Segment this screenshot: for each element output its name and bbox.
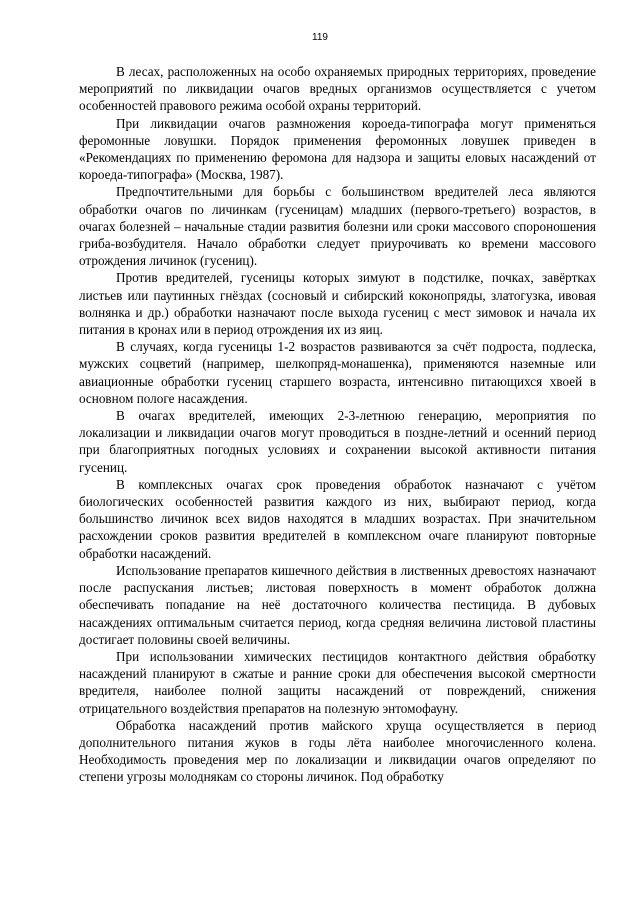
paragraph-preferred-treatments: Предпочтительными для борьбы с большинством вредителей леса являются обработки очагов по личинкам (гусеницам) младших (первого-третьего) возрастов, в очагах болезней – начальные стадии развития болезни или сроки массового спороношения гриба-возбудителя. Начало обработки следует приурочивать ко времени массового отрождения личинок (гусениц). <box>79 184 596 269</box>
paragraph-protected-territories: В лесах, расположенных на особо охраняемых природных территориях, проведение мероприятий по ликвидации очагов вредных организмов осуществляется с учетом особенностей правового режима особой охраны территорий. <box>79 64 596 114</box>
paragraph-may-beetle: Обработка насаждений против майского хруща осуществляется в период дополнительного питания жуков в годы лёта наиболее многочисленного колена. Необходимость проведения мер по локализации и ликвидации очагов определяют по степени угрозы молоднякам со стороны личинок. Под обработку <box>79 717 596 785</box>
paragraph-pheromone-traps: При ликвидации очагов размножения короеда-типографа могут применяться феромонные ловушки. Порядок применения феромонных ловушек приведен в «Рекомендациях по применению феромона для надзора и защиты еловых насаждений от короеда-типографа» (Москва, 1987). <box>79 115 596 183</box>
paragraph-complex-outbreaks: В комплексных очагах срок проведения обработок назначают с учётом биологических особенностей развития каждого из них, выбирают период, когда большинство личинок всех видов находятся в младших возрастах. При значительном расхождении сроков развития вредителей в комплексном очаге планируют повторные обработки насаждений. <box>79 476 596 561</box>
paragraph-multi-year-generation: В очагах вредителей, имеющих 2-3-летнюю генерацию, мероприятия по локализации и ликвидации очагов могут проводиться в поздне-летний и осенний период при благоприятных погодных условиях и сохранении высокой активности питания гусениц. <box>79 408 596 475</box>
paragraph-young-caterpillars: В случаях, когда гусеницы 1-2 возрастов развиваются за счёт подроста, подлеска, мужских соцветий (например, шелкопряд-монашенка), применяются наземные или авиационные обработки гусениц старшего возраста, интенсивно питающихся хвоей в основном пологе насаждения. <box>79 339 596 406</box>
paragraph-overwintering-pests: Против вредителей, гусеницы которых зимуют в подстилке, почках, завёртках листьев или паутинных гнёздах (сосновый и сибирский коконопряды, златогузка, ивовая волнянка и др.) обработки назначают после выхода гусениц с мест зимовок и начала их питания в кронах или в период отрождения их из яиц. <box>79 270 596 338</box>
paragraph-intestinal-preparations: Использование препаратов кишечного действия в лиственных древостоях назначают после распускания листьев; листовая поверхность в момент обработок должна обеспечивать попадание на неё достаточного количества пестицида. В дубовых насаждениях оптимальным считается период, когда средняя величина листовой пластины достигает половины своей величины. <box>79 562 596 647</box>
page-number: 119 <box>312 32 328 43</box>
page-body <box>79 63 596 786</box>
paragraph-contact-pesticides: При использовании химических пестицидов контактного действия обработку насаждений планируют в сжатые и ранние сроки для обеспечения высокой смертности вредителя, наиболее полной защиты насаждений от повреждений, снижения отрицательного воздействия препаратов на полезную энтомофауну. <box>79 648 596 716</box>
